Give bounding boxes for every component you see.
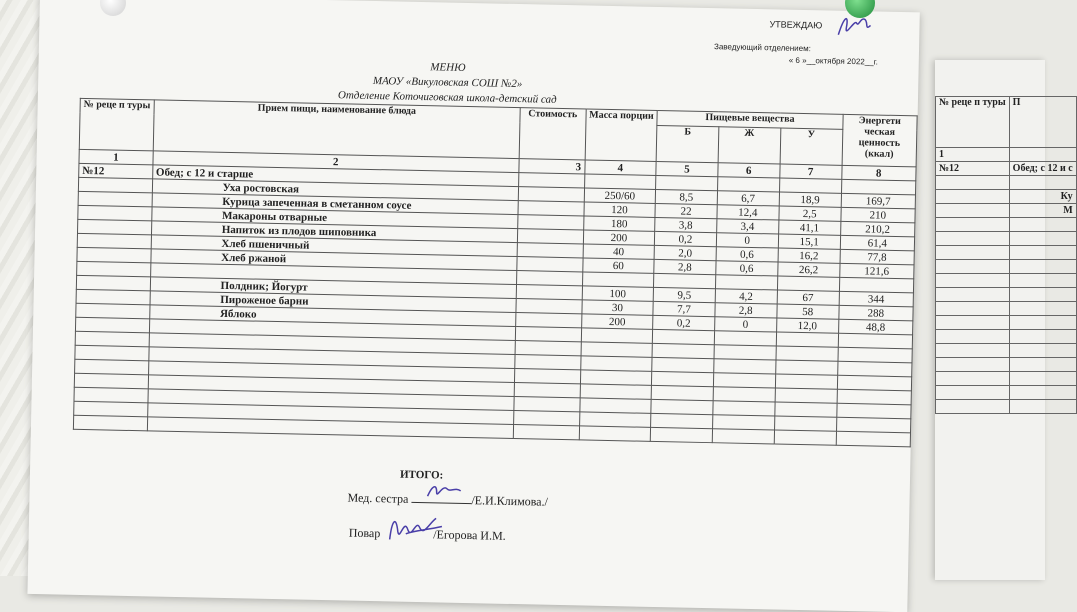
col-protein: Б (656, 125, 718, 163)
cell-cost (516, 285, 582, 300)
cell-num (74, 387, 148, 403)
cell-zh: 12,4 (717, 205, 779, 220)
cell-e (838, 333, 913, 349)
cell-cost (514, 383, 580, 398)
colnum-5: 5 (656, 161, 718, 176)
cell-name: Уха ростовская (152, 179, 518, 201)
cook-name: /Егорова И.М. (433, 527, 506, 543)
cell-u: 2,5 (779, 206, 841, 221)
cell-b: 0,2 (653, 315, 715, 330)
nurse-label: Мед. сестра (347, 490, 409, 506)
cell-e: 48,8 (838, 319, 913, 335)
cell-mass (579, 426, 651, 441)
cell-cost (513, 411, 579, 426)
cell-mass (579, 412, 651, 427)
cell-num (78, 177, 152, 193)
cell-name: Макароны отварные (151, 207, 517, 229)
cell-b (654, 273, 716, 288)
cell-b (651, 413, 713, 428)
cell-num: №12 (79, 163, 153, 179)
cell-b: 3,8 (655, 217, 717, 232)
cell-num (77, 219, 151, 235)
cell-e: 169,7 (841, 193, 916, 209)
cell-mass: 200 (581, 314, 653, 329)
cell-u: 58 (777, 304, 839, 319)
cell-cost (516, 299, 582, 314)
cell-b: 9,5 (653, 287, 715, 302)
cell-zh: 3,4 (716, 219, 778, 234)
menu-header (338, 58, 558, 108)
cell-num (78, 205, 152, 221)
menu-sheet (27, 0, 919, 612)
cell-u: 18,9 (779, 192, 841, 207)
cell-cost (514, 355, 580, 370)
cell-b: 0,2 (655, 231, 717, 246)
cell-mass: 120 (584, 202, 656, 217)
cell-u: 26,2 (777, 262, 839, 277)
cell-u (775, 388, 837, 403)
cell-b: 22 (655, 203, 717, 218)
cell-b (652, 329, 714, 344)
cell-u (775, 374, 837, 389)
cell-num (75, 331, 149, 347)
cell-num (78, 191, 152, 207)
cell-b (651, 399, 713, 414)
approval-title: УТВЕЖДАЮ (769, 19, 823, 31)
cell-zh: 0,6 (716, 247, 778, 262)
second-sheet-dish-2: М (1009, 204, 1076, 218)
nurse-name: /Е.И.Климова./ (471, 493, 549, 509)
cell-name: Напиток из плодов шиповника (151, 221, 517, 243)
second-menu-sheet (935, 60, 1073, 580)
second-sheet-table (935, 96, 1077, 414)
colnum-1: 1 (79, 149, 153, 165)
cell-zh (712, 429, 774, 444)
cell-num (77, 247, 151, 263)
second-sheet-num-header: № реце п туры (936, 97, 1010, 148)
colnum-6: 6 (718, 163, 780, 178)
cell-e: 210,2 (840, 221, 915, 237)
col-portion-mass: Масса порции (585, 109, 658, 161)
cell-b (650, 427, 712, 442)
cell-b: 2,8 (654, 259, 716, 274)
cell-mass (580, 384, 652, 399)
cell-num (75, 359, 149, 375)
cell-zh (715, 275, 777, 290)
cell-num (74, 373, 148, 389)
cell-mass (581, 328, 653, 343)
cell-e: 210 (841, 207, 916, 223)
cell-zh (713, 401, 775, 416)
cell-e (836, 403, 911, 419)
cell-cost (517, 215, 583, 230)
col-nutrients: Пищевые вещества (657, 110, 843, 128)
cell-name: Полдник; Йогурт (150, 277, 516, 299)
cell-num (74, 401, 148, 417)
cell-num (75, 317, 149, 333)
cell-num (73, 415, 147, 431)
cell-u (777, 276, 839, 291)
second-sheet-recipe-num: №12 (936, 162, 1010, 176)
cell-e (841, 179, 916, 195)
col-dish-name: Прием пищи, наименование блюда (153, 100, 520, 159)
col-recipe-number: № реце п туры (79, 98, 154, 151)
second-sheet-meal: Обед; с 12 и с (1009, 162, 1076, 176)
col-fat: Ж (718, 126, 781, 164)
cell-zh: 2,8 (715, 303, 777, 318)
col-carbs: У (780, 128, 843, 166)
cell-cost (515, 341, 581, 356)
cell-mass: 200 (583, 230, 655, 245)
cell-u: 12,0 (776, 318, 838, 333)
cell-cost (514, 369, 580, 384)
cell-e (839, 277, 914, 293)
cell-cost (517, 257, 583, 272)
cell-name: Пироженое барни (150, 291, 516, 313)
cell-u: 16,2 (778, 248, 840, 263)
total-label: ИТОГО: (399, 468, 444, 482)
cell-u (774, 416, 836, 431)
cell-mass (584, 174, 656, 189)
cell-u (776, 346, 838, 361)
cell-e: 61,4 (840, 235, 915, 251)
cell-mass: 40 (583, 244, 655, 259)
cell-mass (580, 370, 652, 385)
cell-b (652, 371, 714, 386)
cell-e: 344 (839, 291, 914, 307)
cell-num (77, 261, 151, 277)
cell-name: Обед; с 12 и старше (152, 165, 518, 187)
cell-b (652, 357, 714, 372)
cook-signature (386, 511, 447, 546)
cell-name: Курица запеченная в сметанном соусе (152, 193, 518, 215)
col-energy: Энергети ческая ценность (ккал) (842, 114, 917, 167)
cell-zh: 0 (716, 233, 778, 248)
cell-mass: 180 (583, 216, 655, 231)
cell-u (776, 332, 838, 347)
cell-cost (514, 397, 580, 412)
cell-e (838, 347, 913, 363)
cell-zh (713, 387, 775, 402)
nurse-signature (424, 480, 464, 503)
cell-mass: 30 (582, 300, 654, 315)
colnum-2: 2 (153, 151, 519, 173)
cell-cost (518, 187, 584, 202)
cell-cost (517, 229, 583, 244)
approval-date: « 6 »__октября 2022__г. (788, 55, 878, 67)
cell-cost (517, 243, 583, 258)
colnum-4: 4 (584, 160, 656, 175)
cell-name: Хлеб ржаной (151, 249, 517, 271)
approval-position: Заведующий отделением: (713, 42, 811, 54)
cell-cost (515, 313, 581, 328)
cell-zh: 0 (714, 317, 776, 332)
cell-u: 67 (777, 290, 839, 305)
second-sheet-dish-header: П (1009, 97, 1076, 148)
cell-mass: 250/60 (584, 188, 656, 203)
cell-b: 2,0 (654, 245, 716, 260)
cell-e: 288 (839, 305, 914, 321)
col-cost: Стоимость (519, 108, 586, 160)
cell-u: 41,1 (778, 220, 840, 235)
cell-name: Хлеб пшеничный (151, 235, 517, 257)
school-name: МАОУ «Викуловская СОШ №2» (372, 74, 523, 91)
cell-u (779, 178, 841, 193)
cell-zh (713, 359, 775, 374)
cell-u (774, 402, 836, 417)
cell-zh (717, 177, 779, 192)
cell-num (75, 345, 149, 361)
cell-u (775, 360, 837, 375)
cell-mass: 60 (582, 258, 654, 273)
cell-e: 121,6 (839, 263, 914, 279)
menu-title: МЕНЮ (430, 61, 466, 74)
cell-cost (516, 271, 582, 286)
cell-zh (713, 373, 775, 388)
cell-num (76, 289, 150, 305)
cell-cost (518, 201, 584, 216)
cell-e (837, 389, 912, 405)
cell-e: 77,8 (840, 249, 915, 265)
cell-zh (714, 331, 776, 346)
cell-b (651, 385, 713, 400)
cell-num (76, 303, 150, 319)
cell-e (837, 361, 912, 377)
cell-e (836, 417, 911, 433)
cell-mass (580, 356, 652, 371)
cell-cost (515, 327, 581, 342)
cell-mass: 100 (582, 286, 654, 301)
cell-zh (714, 345, 776, 360)
menu-table (73, 98, 918, 447)
cell-e (837, 375, 912, 391)
cell-zh: 0,6 (715, 261, 777, 276)
cell-cost (518, 173, 584, 188)
cell-name: Яблоко (149, 305, 515, 327)
second-sheet-dish-1: Ку (1009, 190, 1076, 204)
second-sheet-colnum: 1 (936, 148, 1010, 162)
cell-b: 7,7 (653, 301, 715, 316)
cell-mass (579, 398, 651, 413)
colnum-8: 8 (841, 165, 916, 181)
colnum-3: 3 (519, 159, 585, 174)
colnum-7: 7 (779, 164, 841, 179)
cell-zh: 4,2 (715, 289, 777, 304)
cell-b (656, 175, 718, 190)
cell-b: 8,5 (655, 189, 717, 204)
cell-b (652, 343, 714, 358)
cell-mass (582, 272, 654, 287)
cell-mass (581, 342, 653, 357)
cell-num (76, 275, 150, 291)
department-name: Отделение Коточиговская школа-детский сад (337, 89, 557, 106)
cook-label: Повар (348, 525, 381, 541)
cell-zh (712, 415, 774, 430)
cell-u (774, 430, 836, 445)
cell-e (836, 431, 911, 447)
cell-num (77, 233, 151, 249)
menu-table-body (73, 149, 916, 446)
cell-u: 15,1 (778, 234, 840, 249)
cell-cost (513, 425, 579, 440)
cell-zh: 6,7 (717, 191, 779, 206)
